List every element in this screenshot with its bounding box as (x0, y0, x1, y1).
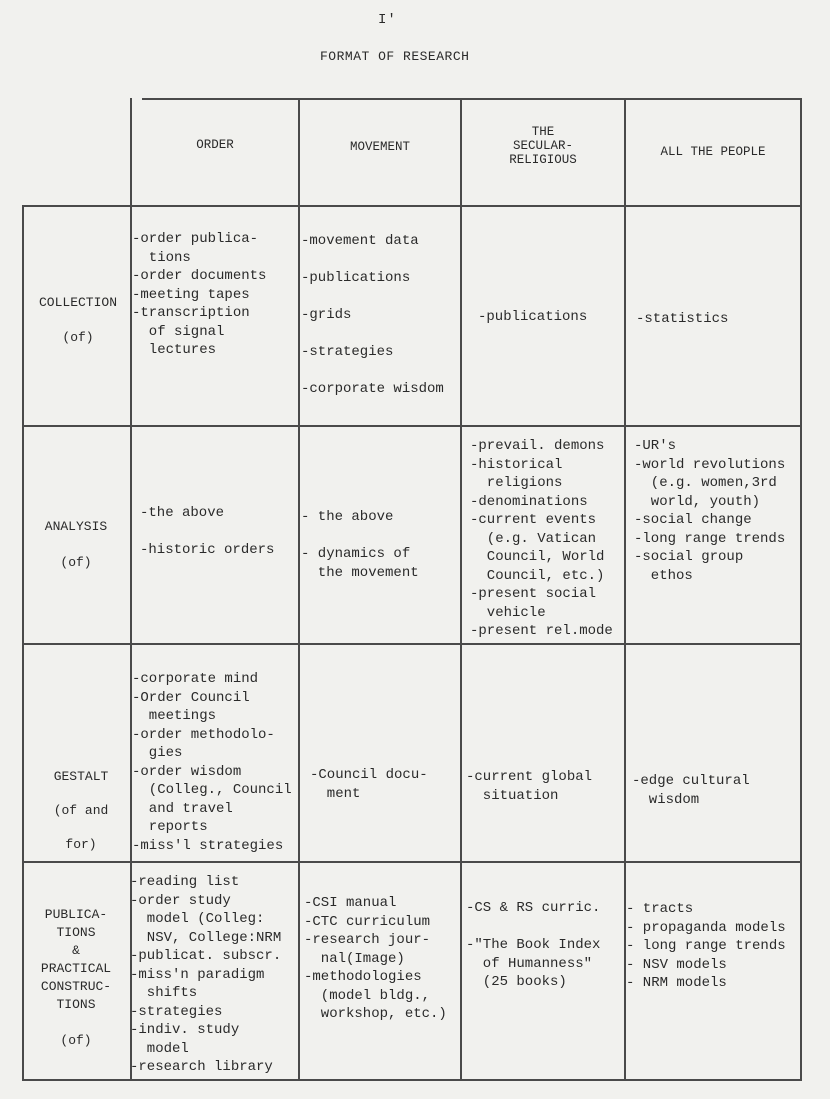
table-rule (298, 98, 300, 1081)
table-rule (142, 98, 802, 100)
cell-collection-secular-religious: -publications (478, 309, 588, 325)
column-header-movement: MOVEMENT (349, 140, 410, 154)
cell-analysis-movement: - the above - dynamics of the movement (301, 509, 419, 581)
row-label-analysis: ANALYSIS (of) (44, 519, 108, 570)
table-rule (22, 861, 802, 863)
table-rule (800, 98, 802, 1081)
row-label-collection: COLLECTION (of) (38, 295, 117, 345)
table-rule (22, 205, 24, 1081)
cell-gestalt-order: -corporate mind -Order Council meetings -order methodolo- gies -order wisdom (Colleg., Council and travel reports -miss'l strategies (132, 671, 292, 854)
cell-collection-movement: -movement data -publications -grids -strategies -corporate wisdom (301, 233, 444, 397)
table-rule (460, 98, 462, 1081)
research-format-table (22, 98, 802, 1082)
column-header-all-the-people: ALL THE PEOPLE (660, 145, 766, 159)
cell-publications-all-the-people: - tracts - propaganda models - long range trends - NSV models - NRM models (626, 901, 786, 991)
table-rule (22, 643, 802, 645)
row-label-publications-practical-constructions: PUBLICA- TIONS & PRACTICAL CONSTRUC- TIONS (of) (40, 907, 112, 1048)
page-title: FORMAT OF RESEARCH (320, 49, 470, 64)
cell-publications-order: -reading list -order study model (Colleg: NSV, College:NRM -publicat. subscr. -miss'n paradigm shifts -strategies -indiv. study model -research library (130, 874, 282, 1075)
table-rule (22, 1079, 802, 1081)
column-header-secular-religious: THE SECULAR- RELIGIOUS (509, 125, 577, 167)
cell-gestalt-movement: -Council docu- ment (310, 767, 428, 802)
cell-publications-secular-religious: -CS & RS curric. -"The Book Index of Humanness" (25 books) (466, 900, 601, 990)
table-rule (22, 425, 802, 427)
cell-gestalt-all-the-people: -edge cultural wisdom (632, 773, 750, 808)
cell-collection-order: -order publica- tions -order documents -meeting tapes -transcription of signal lectures (132, 231, 267, 358)
cell-publications-movement: -CSI manual -CTC curriculum -research jour- nal(Image) -methodologies (model bldg., workshop, etc.) (304, 895, 447, 1022)
column-header-order: ORDER (196, 138, 234, 152)
cell-gestalt-secular-religious: -current global situation (466, 769, 593, 804)
cell-analysis-secular-religious: -prevail. demons -historical religions -denominations -current events (e.g. Vatican Council, World Council, etc.) -present social vehicle -present rel.mode (470, 438, 613, 639)
table-rule (22, 205, 802, 207)
cell-analysis-order: -the above -historic orders (140, 505, 275, 558)
cell-collection-all-the-people: -statistics (636, 311, 729, 327)
page-number: I' (378, 12, 397, 28)
cell-analysis-all-the-people: -UR's -world revolutions (e.g. women,3rd world, youth) -social change -long range trends -social group ethos (634, 438, 786, 584)
row-label-gestalt: GESTALT (of and for) (53, 769, 109, 852)
